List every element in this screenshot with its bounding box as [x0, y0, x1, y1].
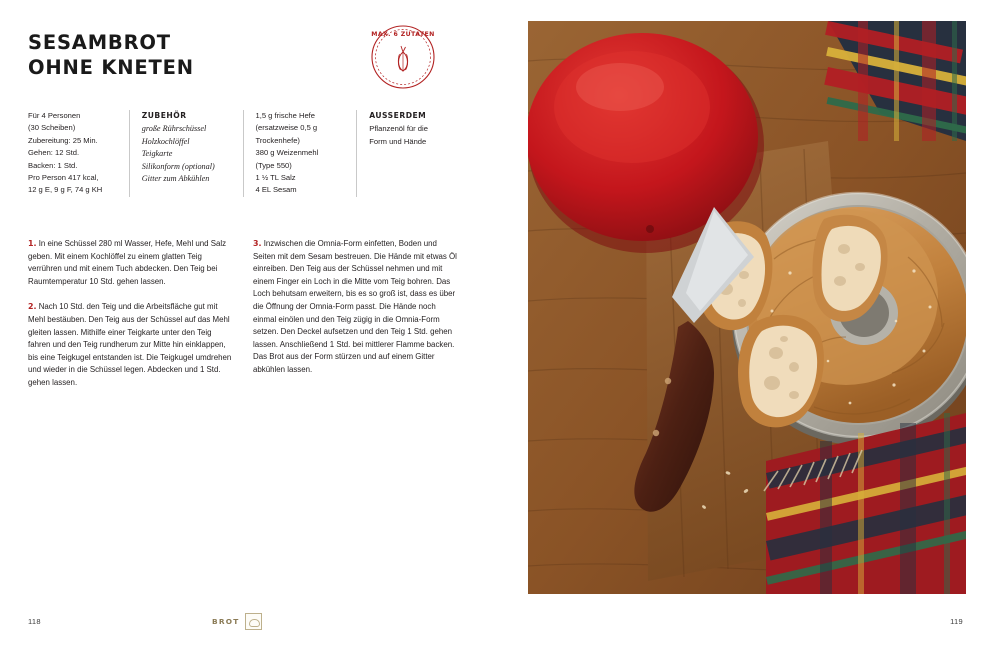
steps-column-left	[28, 238, 233, 403]
info-text: Gehen: 12 Std.	[28, 148, 80, 158]
info-text: Gitter zum Abkühlen	[141, 174, 210, 184]
steps-column-right	[253, 238, 458, 403]
step-text: Nach 10 Std. den Teig und die Arbeitsfläche gut mit Mehl bestäuben. Den Teig aus der Schüssel auf das Mehl gleiten lassen. Mithilfe einer Teigkarte unter den Teig fahren und den Teig rundherum zur Mitte hin einklappen, bis eine Teigkugel entstanden ist. Die Teigkugel umdrehen und wieder in die Schüssel legen. Abdecken und 1 Std. gehen lassen.	[28, 302, 232, 387]
info-text: Pro Person 417 kcal,	[28, 173, 99, 183]
recipe-photo-illustration	[528, 21, 966, 594]
info-col-servings	[28, 110, 129, 197]
equipment-heading: ZUBEHÖR	[141, 111, 187, 120]
info-text: Silikonform (optional)	[141, 161, 215, 171]
ingredient-info-row	[28, 110, 470, 197]
info-col-extras	[356, 110, 470, 197]
chapter-label: BROT	[212, 617, 240, 626]
info-col-equipment	[129, 110, 243, 197]
info-col-ingredients	[243, 110, 357, 197]
recipe-title	[28, 30, 328, 80]
info-text: 380 g Weizenmehl	[255, 148, 319, 158]
recipe-photo	[528, 21, 966, 594]
step-item	[28, 301, 233, 389]
info-text: (30 Scheiben)	[28, 123, 76, 133]
chapter-mark	[212, 613, 262, 630]
step-item	[28, 238, 233, 288]
step-number: 3.	[253, 239, 262, 248]
info-text: große Rührschüssel	[141, 124, 207, 134]
max-ingredients-stamp	[370, 24, 436, 90]
step-text: In eine Schüssel 280 ml Wasser, Hefe, Mehl und Salz geben. Mit einem Kochlöffel zu einem glatten Teig verrühren und mit einem Tuch abdecken. Den Teig bei Raumtemperatur 10 Std. gehen lassen.	[28, 239, 227, 286]
equipment-list	[142, 123, 231, 185]
info-text: 1,5 g frische Hefe	[255, 111, 316, 120]
stamp-label: MAX. 6 ZUTATEN	[371, 31, 435, 38]
info-text: Pflanzenöl für die	[369, 124, 428, 134]
info-text: Für 4 Personen	[28, 111, 81, 120]
page-number-right: 119	[950, 617, 963, 626]
info-text: (Type 550)	[255, 160, 292, 170]
info-text: 1 ½ TL Salz	[255, 173, 296, 183]
info-text: (ersatzweise 0,5 g	[255, 123, 318, 133]
info-text: 12 g E, 9 g F, 74 g KH	[28, 185, 103, 195]
bread-icon	[245, 613, 262, 630]
right-page	[495, 0, 991, 648]
extras-heading: AUSSERDEM	[369, 111, 427, 120]
preparation-steps	[28, 238, 470, 403]
page-number-left: 118	[28, 617, 41, 626]
info-text: Form und Hände	[369, 136, 427, 146]
info-text: Backen: 1 Std.	[28, 160, 78, 170]
step-number: 1.	[28, 239, 37, 248]
step-number: 2.	[28, 302, 37, 312]
recipe-title-line1: SESAMBROT	[28, 31, 171, 54]
info-text: Holzkochlöffel	[141, 136, 190, 146]
info-text: Teigkarte	[141, 149, 173, 159]
step-item	[253, 238, 458, 377]
info-text: 4 EL Sesam	[255, 185, 297, 195]
step-text: Inzwischen die Omnia-Form einfetten, Boden und Seiten mit dem Sesam bestreuen. Die Hände mit etwas Öl einreiben. Den Teig aus der Schüssel nehmen und mit einem Finger ein Loch in die Mitte vom Teig bohren. Das Loch behutsam erweitern, bis es so groß ist, dass es über die Öffnung der Omnia-Form passt. Die Hände noch einmal einölen und den Teig zügig in die Omnia-Form setzen. Den Deckel aufsetzen und den Teig 1 Std. gehen lassen. Anschließend 1 Std. bei mittlerer Flamme backen. Das Brot aus der Form stürzen und auf einem Gitter abkühlen lassen.	[253, 239, 457, 374]
left-page	[0, 0, 495, 648]
info-text: Zubereitung: 25 Min.	[28, 135, 98, 145]
recipe-title-line2: OHNE KNETEN	[28, 56, 194, 79]
info-text: Trockenhefe)	[255, 135, 300, 145]
